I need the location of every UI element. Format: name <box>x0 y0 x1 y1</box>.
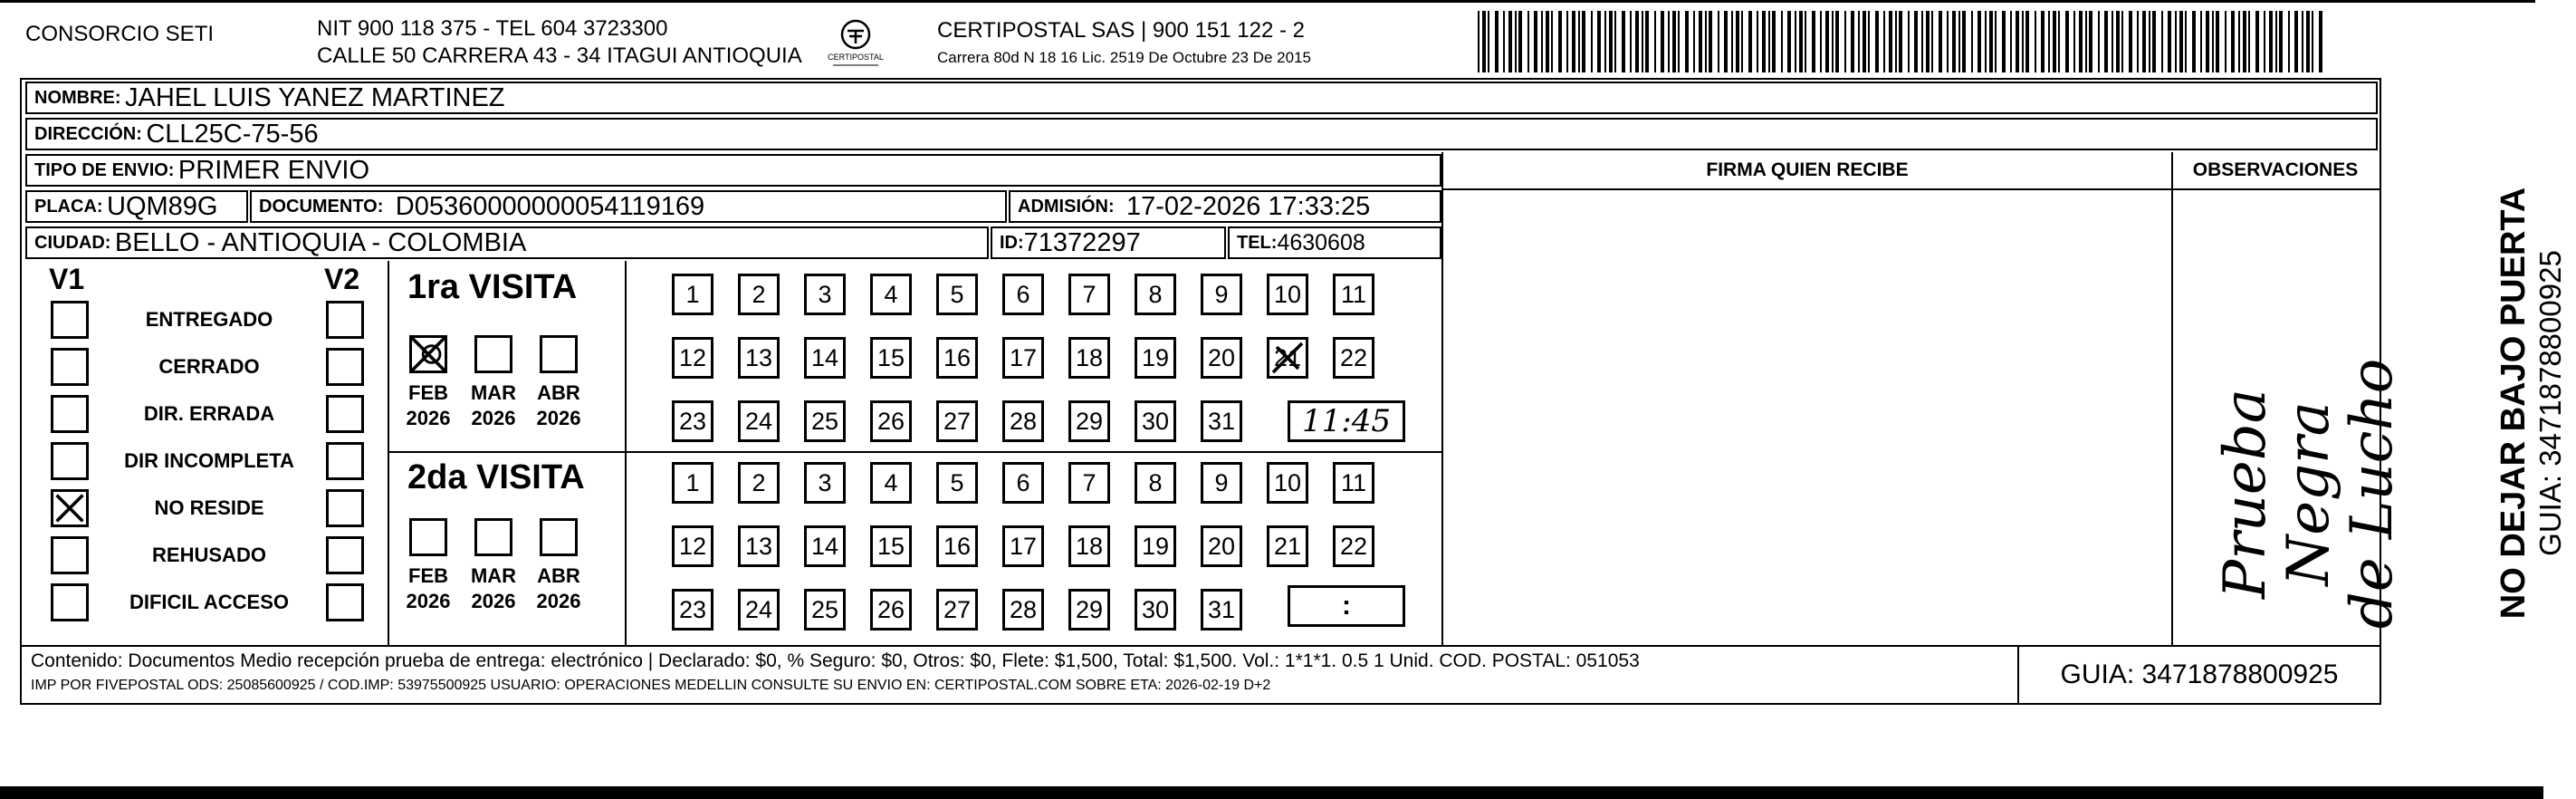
visit2-day-2[interactable]: 2 <box>738 462 780 504</box>
shipment-row: TIPO DE ENVIO: PRIMER ENVIO <box>25 154 1441 187</box>
visit2-day-23[interactable]: 23 <box>672 589 713 631</box>
visit1-day-22[interactable]: 22 <box>1333 337 1374 379</box>
visit1-day-20[interactable]: 20 <box>1201 337 1242 379</box>
shipment-type: PRIMER ENVIO <box>177 155 370 185</box>
svg-text:CERTIPOSTAL: CERTIPOSTAL <box>828 53 884 62</box>
visit1-day-5[interactable]: 5 <box>936 274 978 315</box>
plate-value: UQM89G <box>107 191 218 221</box>
visit2-day-30[interactable]: 30 <box>1135 589 1176 631</box>
visit1-month-label: MAR 2026 <box>470 381 517 429</box>
document-cell: DOCUMENTO: D05360000000054119169 <box>250 190 1007 223</box>
side-text <box>2495 149 2576 657</box>
visit1-day-1[interactable]: 1 <box>672 274 713 315</box>
visit2-month-label: ABR 2026 <box>536 564 581 612</box>
admission-cell: ADMISIÓN: 17-02-2026 17:33:25 <box>1009 190 1441 223</box>
recipient-address: CLL25C-75-56 <box>146 119 319 149</box>
visit1-day-9[interactable]: 9 <box>1201 274 1242 315</box>
v2-label: V2 <box>324 263 360 295</box>
visit2-day-15[interactable]: 15 <box>870 525 912 567</box>
nit-line: NIT 900 118 375 - TEL 604 3723300 <box>317 16 668 41</box>
visit1-day-17[interactable]: 17 <box>1002 337 1044 379</box>
status-option-label: CERRADO <box>158 355 260 378</box>
visit2-day-9[interactable]: 9 <box>1201 462 1242 504</box>
carrier-line: CERTIPOSTAL SAS | 900 151 122 - 2 <box>937 18 1305 43</box>
visit1-day-23[interactable]: 23 <box>672 400 713 442</box>
visit2-day-27[interactable]: 27 <box>936 589 978 631</box>
v1-checkbox-rehusado[interactable] <box>51 536 89 574</box>
visit1-day-10[interactable]: 10 <box>1267 274 1308 315</box>
v1-checkbox-dificil-acceso[interactable] <box>51 583 89 621</box>
visit2-day-21[interactable]: 21 <box>1267 525 1308 567</box>
visit2-day-29[interactable]: 29 <box>1068 589 1110 631</box>
visit1-day-19[interactable]: 19 <box>1135 337 1176 379</box>
visit1-day-8[interactable]: 8 <box>1135 274 1176 315</box>
v2-checkbox-dir-errada[interactable] <box>326 395 364 433</box>
visit1-day-4[interactable]: 4 <box>870 274 912 315</box>
imp-line: IMP POR FIVEPOSTAL ODS: 25085600925 / COD.IMP: 53975500925 USUARIO: OPERACIONES MEDELLIN CONSULTE SU ENVIO EN: CERTIPOSTAL.COM SOBRE ETA: 2026-02-19 D+2 <box>31 678 1271 693</box>
visit1-day-14[interactable]: 14 <box>804 337 846 379</box>
handwritten-observation: Prueba Negra de Lucho <box>2212 358 2406 630</box>
visit1-month-mar-checkbox[interactable] <box>474 335 512 373</box>
visit2-month-label: FEB 2026 <box>406 564 451 612</box>
visit2-day-28[interactable]: 28 <box>1002 589 1044 631</box>
visit2-month-mar-checkbox[interactable] <box>474 518 512 556</box>
visit2-day-31[interactable]: 31 <box>1201 589 1242 631</box>
visit2-day-10[interactable]: 10 <box>1267 462 1308 504</box>
license-line: Carrera 80d N 18 16 Lic. 2519 De Octubre 23 De 2015 <box>937 49 1311 66</box>
signature-area[interactable] <box>1443 190 2171 647</box>
visit1-day-11[interactable]: 11 <box>1333 274 1374 315</box>
document-value: D05360000000054119169 <box>395 191 705 221</box>
v1-checkbox-no-reside[interactable] <box>51 489 89 527</box>
visit1-month-label: FEB 2026 <box>406 381 451 429</box>
visit1-title: 1ra VISITA <box>407 268 578 306</box>
v2-checkbox-cerrado[interactable] <box>326 348 364 386</box>
visit1-day-31[interactable]: 31 <box>1201 400 1242 442</box>
address-line: CALLE 50 CARRERA 43 - 34 ITAGUI ANTIOQUIA <box>317 43 802 68</box>
footer-guia: GUIA: 3471878800925 <box>2060 659 2339 689</box>
id-value: 71372297 <box>1023 227 1141 257</box>
no-dejar-warning: NO DEJAR BAJO PUERTA <box>2495 187 2533 620</box>
visit1-month-abr-checkbox[interactable] <box>540 335 578 373</box>
visit2-day-24[interactable]: 24 <box>738 589 780 631</box>
visit2-day-4[interactable]: 4 <box>870 462 912 504</box>
visit1-day-26[interactable]: 26 <box>870 400 912 442</box>
tel-cell: TEL: 4630608 <box>1228 226 1441 259</box>
visit1-day-15[interactable]: 15 <box>870 337 912 379</box>
visit2-day-11[interactable]: 11 <box>1333 462 1374 504</box>
recipient-name: JAHEL LUIS YANEZ MARTINEZ <box>125 82 505 112</box>
visit1-day-25[interactable]: 25 <box>804 400 846 442</box>
visit2-day-18[interactable]: 18 <box>1068 525 1110 567</box>
visit2-day-12[interactable]: 12 <box>672 525 713 567</box>
company-name: CONSORCIO SETI <box>25 22 215 46</box>
name-row: NOMBRE: JAHEL LUIS YANEZ MARTINEZ <box>25 82 2378 114</box>
v2-checkbox-entregado[interactable] <box>326 301 364 339</box>
v2-checkbox-dir-incompleta[interactable] <box>326 442 364 480</box>
plate-cell: PLACA: UQM89G <box>25 190 248 223</box>
status-option-label: DIFICIL ACCESO <box>129 591 289 613</box>
tel-value: 4630608 <box>1277 229 1365 255</box>
visit2-day-6[interactable]: 6 <box>1002 462 1044 504</box>
visit1-day-3[interactable]: 3 <box>804 274 846 315</box>
visit2-month-feb-checkbox[interactable] <box>409 518 447 556</box>
v2-checkbox-rehusado[interactable] <box>326 536 364 574</box>
v1-checkbox-entregado[interactable] <box>51 301 89 339</box>
v1-checkbox-dir-incompleta[interactable] <box>51 442 89 480</box>
bottom-edge <box>0 786 2543 799</box>
visit1-day-30[interactable]: 30 <box>1135 400 1176 442</box>
v1-label: V1 <box>49 263 85 295</box>
visit2-day-17[interactable]: 17 <box>1002 525 1044 567</box>
visit2-time-box[interactable]: : <box>1288 585 1405 627</box>
signature-header: FIRMA QUIEN RECIBE <box>1706 159 1909 180</box>
visit1-time-box[interactable]: 11:45 <box>1288 400 1405 442</box>
visit2-month-label: MAR 2026 <box>470 564 517 612</box>
visit1-day-29[interactable]: 29 <box>1068 400 1110 442</box>
v2-checkbox-dificil-acceso[interactable] <box>326 583 364 621</box>
address-row: DIRECCIÓN: CLL25C-75-56 <box>25 118 2378 150</box>
visit1-day-6[interactable]: 6 <box>1002 274 1044 315</box>
visit2-day-7[interactable]: 7 <box>1068 462 1110 504</box>
visit2-day-3[interactable]: 3 <box>804 462 846 504</box>
visit2-day-22[interactable]: 22 <box>1333 525 1374 567</box>
visit2-day-25[interactable]: 25 <box>804 589 846 631</box>
city-cell: CIUDAD: BELLO - ANTIOQUIA - COLOMBIA <box>25 226 989 259</box>
visit2-day-14[interactable]: 14 <box>804 525 846 567</box>
content-line: Contenido: Documentos Medio recepción prueba de entrega: electrónico | Declarado: $0, % Seguro: $0, Otros: $0, Flete: $1,500, Total: $1,500. Vol.: 1*1*1. 0.5 1 Unid. COD. POSTAL: 051053 <box>31 650 1640 671</box>
visit2-day-16[interactable]: 16 <box>936 525 978 567</box>
side-guia: GUIA: 3471878800925 <box>2533 250 2567 556</box>
visit1-day-28[interactable]: 28 <box>1002 400 1044 442</box>
visit1-day-21[interactable]: 21 <box>1267 337 1308 379</box>
visit2-day-1[interactable]: 1 <box>672 462 713 504</box>
v1-checkbox-cerrado[interactable] <box>51 348 89 386</box>
visit1-day-2[interactable]: 2 <box>738 274 780 315</box>
visit1-day-16[interactable]: 16 <box>936 337 978 379</box>
visit1-day-18[interactable]: 18 <box>1068 337 1110 379</box>
status-option-label: DIR INCOMPLETA <box>124 449 294 472</box>
v2-checkbox-no-reside[interactable] <box>326 489 364 527</box>
status-option-label: ENTREGADO <box>145 308 273 331</box>
visit2-day-13[interactable]: 13 <box>738 525 780 567</box>
visit1-day-13[interactable]: 13 <box>738 337 780 379</box>
status-option-label: NO RESIDE <box>154 496 264 519</box>
top-edge <box>0 0 2535 3</box>
visit1-month-label: ABR 2026 <box>536 381 581 429</box>
observations-header: OBSERVACIONES <box>2192 159 2359 180</box>
visit2-day-8[interactable]: 8 <box>1135 462 1176 504</box>
visit1-day-27[interactable]: 27 <box>936 400 978 442</box>
city-value: BELLO - ANTIOQUIA - COLOMBIA <box>114 227 527 257</box>
status-option-label: DIR. ERRADA <box>143 402 275 425</box>
visit2-month-abr-checkbox[interactable] <box>540 518 578 556</box>
barcode <box>1478 11 2329 72</box>
visit1-day-12[interactable]: 12 <box>672 337 713 379</box>
visit2-title: 2da VISITA <box>407 458 585 496</box>
visit2-day-20[interactable]: 20 <box>1201 525 1242 567</box>
visit1-day-24[interactable]: 24 <box>738 400 780 442</box>
status-option-label: REHUSADO <box>152 544 266 566</box>
visit2-day-5[interactable]: 5 <box>936 462 978 504</box>
visit1-day-7[interactable]: 7 <box>1068 274 1110 315</box>
visit1-month-feb-checkbox[interactable] <box>409 335 447 373</box>
v1-checkbox-dir-errada[interactable] <box>51 395 89 433</box>
visit2-day-19[interactable]: 19 <box>1135 525 1176 567</box>
id-cell: ID: 71372297 <box>991 226 1226 259</box>
certipostal-logo <box>824 16 887 71</box>
admission-value: 17-02-2026 17:33:25 <box>1126 191 1371 221</box>
visit2-day-26[interactable]: 26 <box>870 589 912 631</box>
